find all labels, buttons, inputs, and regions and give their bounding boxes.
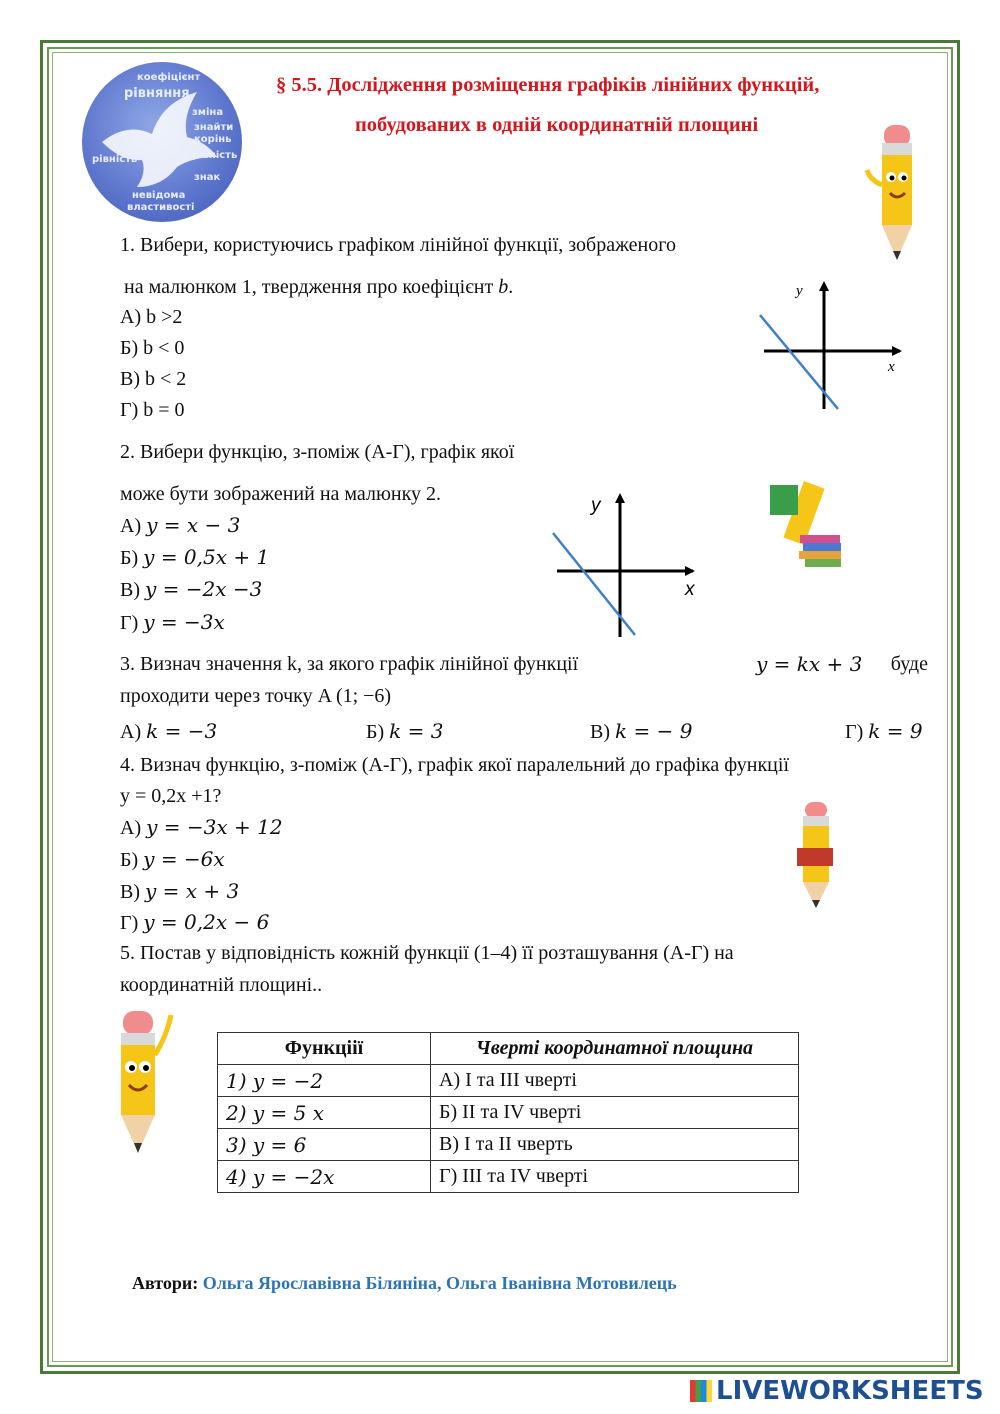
q2-option-b-letter: Б) [120, 547, 139, 569]
q3-option-d-expr: k = 9 [868, 719, 923, 743]
table-header-functions: Функціії [218, 1033, 431, 1065]
q4-option-d-expr: y = 0,2x − 6 [143, 910, 270, 934]
liveworksheets-brand[interactable] [690, 1376, 984, 1406]
q2-option-c[interactable] [120, 577, 262, 602]
authors-line [132, 1273, 677, 1294]
q4-text-line1: 4. Визнач функцію, з-поміж (А-Г), графік якої паралельний до графіка функції [120, 754, 789, 776]
table-cell-quadrant[interactable]: Б) II та IV чверті [431, 1097, 799, 1129]
q4-option-d-letter: Г) [120, 912, 139, 934]
q2-option-b-expr: y = 0,5x + 1 [143, 545, 270, 569]
table-cell-quadrant[interactable]: Г) III та IV чверті [431, 1161, 799, 1193]
q3-text-line1-end: буде [890, 653, 928, 675]
q2-option-a-expr: y = x − 3 [146, 513, 241, 537]
q4-option-c-letter: В) [120, 881, 140, 903]
q1-function-line [760, 315, 838, 409]
logo-word: знак [194, 172, 221, 183]
q4-option-a-expr: y = −3x + 12 [146, 815, 283, 839]
logo-word: невідома [132, 190, 186, 201]
q2-option-c-expr: y = −2x −3 [145, 577, 263, 601]
q1-option-c[interactable]: В) b < 2 [120, 368, 187, 390]
q3-option-c[interactable] [590, 719, 692, 744]
table-cell-function[interactable]: 4) y = −2x [218, 1161, 431, 1193]
table-row [218, 1065, 799, 1097]
table-cell-function[interactable]: 3) y = 6 [218, 1129, 431, 1161]
q2-x-arrow-icon [685, 566, 695, 576]
q3-text-line2: проходити через точку A (1; −6) [120, 685, 392, 707]
q2-text-line2: може бути зображений на малюнку 2. [120, 483, 442, 505]
q1-x-arrow-icon [892, 346, 902, 356]
pencil-with-book-icon [785, 800, 845, 910]
table-cell-quadrant[interactable]: А) I та III чверті [431, 1065, 799, 1097]
q3-option-d-letter: Г) [845, 721, 864, 743]
q2-option-a-letter: А) [120, 515, 142, 537]
table-cell-function[interactable]: 2) y = 5 x [218, 1097, 431, 1129]
pencil-mascot-icon [862, 115, 932, 265]
logo-word: властивості [127, 202, 195, 213]
q2-y-arrow-icon [615, 493, 625, 503]
table-row [218, 1097, 799, 1129]
q1-text-line2-end: . [508, 276, 514, 298]
q2-function-line [553, 533, 635, 635]
q2-x-label: x [685, 579, 695, 600]
page-title-line2: побудованих в одній координатній площині [355, 114, 759, 136]
pencil-mascot-left-icon [105, 1005, 185, 1155]
q3-option-b[interactable] [366, 719, 443, 744]
reading-pencil-icon [765, 475, 845, 575]
q1-option-b[interactable]: Б) b < 0 [120, 337, 185, 359]
table-row [218, 1129, 799, 1161]
q3-option-a[interactable] [120, 719, 217, 744]
logo-word: рівняння [124, 86, 190, 101]
q3-option-a-letter: А) [120, 721, 142, 743]
table-cell-function[interactable]: 1) y = −2 [218, 1065, 431, 1097]
table-header-row [218, 1033, 799, 1065]
q2-option-b[interactable] [120, 545, 269, 570]
q3-option-d[interactable] [845, 719, 923, 744]
q4-option-c[interactable] [120, 879, 239, 904]
q5-text-line2: координатній площині.. [120, 974, 323, 996]
q3-text-line1-body: 3. Визнач значення k, за якого графік лінійної функції [120, 653, 579, 675]
matching-table [217, 1032, 799, 1193]
q1-option-d[interactable]: Г) b = 0 [120, 399, 185, 421]
word-cloud-dove-logo [82, 62, 242, 222]
q2-graph [545, 485, 715, 640]
q1-y-label: y [796, 283, 803, 299]
logo-word: зміна [192, 107, 224, 118]
q3-option-b-expr: k = 3 [389, 719, 444, 743]
logo-word: рівність [192, 150, 238, 161]
table-header-quadrants: Чверті координатної площина [431, 1033, 799, 1065]
q1-text-line1: 1. Вибери, користуючись графіком лінійної функції, зображеного [120, 234, 676, 256]
q1-text-line2 [124, 275, 513, 299]
table-row [218, 1161, 799, 1193]
q4-option-a-letter: А) [120, 817, 142, 839]
q3-function-expr: y = kx + 3 [756, 652, 863, 676]
authors-label: Автори: [132, 1273, 199, 1293]
logo-word: рівність [92, 154, 138, 165]
q1-option-a[interactable]: А) b >2 [120, 306, 183, 328]
liveworksheets-logo-icon [690, 1380, 712, 1402]
q2-y-label: y [591, 495, 601, 516]
q1-var-b: b [498, 276, 509, 298]
authors-names: Ольга Ярославівна Біляніна, Ольга Іванівна Мотовилець [202, 1273, 677, 1293]
q4-option-b-letter: Б) [120, 849, 139, 871]
q2-text-line1: 2. Вибери функцію, з-поміж (А-Г), графік якої [120, 441, 515, 463]
logo-word: знайти [194, 122, 234, 133]
q1-y-arrow-icon [819, 281, 829, 291]
q4-option-b-expr: y = −6x [143, 847, 225, 871]
q3-option-b-letter: Б) [366, 721, 385, 743]
q1-text-line2-body: на малюнком 1, твердження про коефіцієнт [124, 276, 499, 298]
q3-option-a-expr: k = −3 [146, 719, 218, 743]
logo-word: коефіцієнт [137, 72, 201, 83]
q4-text-line2: y = 0,2x +1? [120, 785, 222, 807]
logo-word: корінь [194, 134, 232, 145]
q5-text-line1: 5. Постав у відповідність кожній функції (1–4) її розташування (А-Г) на [120, 942, 734, 964]
q3-text-line1 [120, 652, 928, 676]
q3-option-c-letter: В) [590, 721, 610, 743]
q4-option-b[interactable] [120, 847, 225, 872]
page-title-line1: § 5.5. Дослідження розміщення графіків лінійних функцій, [276, 74, 820, 96]
q4-option-c-expr: y = x + 3 [145, 879, 240, 903]
liveworksheets-brand-text: LIVEWORKSHEETS [716, 1376, 984, 1406]
q2-option-d[interactable] [120, 610, 225, 635]
q1-x-label: x [888, 359, 895, 375]
q2-option-c-letter: В) [120, 579, 140, 601]
q3-option-c-expr: k = − 9 [615, 719, 693, 743]
q1-graph [750, 275, 910, 415]
table-cell-quadrant[interactable]: В) I та II чверть [431, 1129, 799, 1161]
q2-option-d-letter: Г) [120, 612, 139, 634]
q4-option-d[interactable] [120, 910, 269, 935]
q4-option-a[interactable] [120, 815, 283, 840]
q2-option-a[interactable] [120, 513, 240, 538]
q2-option-d-expr: y = −3x [143, 610, 225, 634]
